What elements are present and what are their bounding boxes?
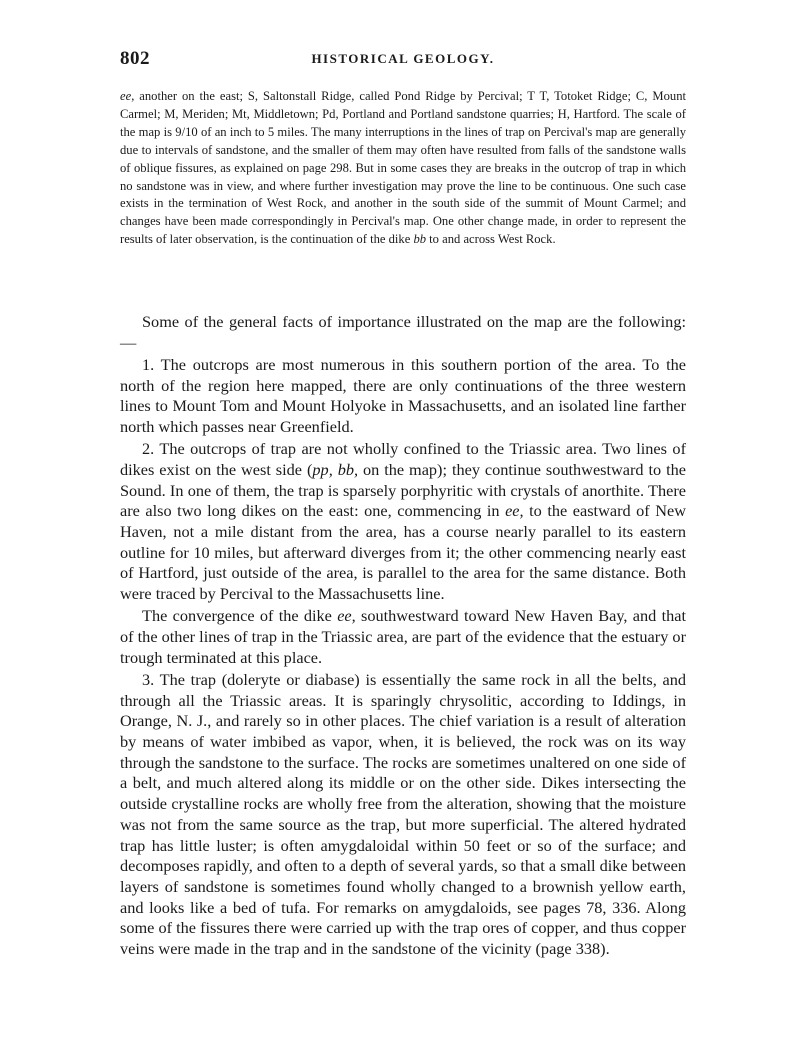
body-paragraph-point-2 [120,439,686,605]
text-run: 2. The outcrops of trap are not wholly confined to the Triassic area. Two lines of dikes exist on the west side ( [120,439,686,479]
text-run: 1. The outcrops are most numerous in this southern portion of the area. To the north of the region here mapped, there are only continuations of the three western lines to Mount Tom and Mount Holyoke in Massachusetts, and an isolated line farther north which passes near Greenfield. [120,354,686,437]
page-number: 802 [120,48,150,69]
body-paragraph-point-1 [120,355,686,438]
text-run: to and across West Rock. [426,232,556,247]
italic-run: ee, [505,501,524,521]
italic-run: pp, bb, [312,459,359,479]
text-run: to the eastward of New Haven, not a mile distant from the area, has a course nearly parallel to its eastern outline for 10 miles, but afterward diverges from it; the other commencing nearly east of Hartford, just outside of the area, is parallel to the area for the same distance. Both were traced by Percival to the Massachusetts line. [120,501,687,604]
text-run: 9/10 [175,124,198,139]
text-run: , another on the east; S, Saltonstall Ridge, called Pond Ridge by Percival; T T, Totoket Ridge; C, Mount Carmel; M, Meriden; Mt, Middletown; Pd, Portland and Portland sandstone quarries; H, Hartford. The scale of the map is [120,89,686,139]
text-run: The convergence of the dike [142,606,338,626]
text-run: on the map); they continue southwestward to the Sound. In one of them, the trap is sparsely porphyritic with crystals of anorthite. There are also two long dikes on the east: one, commencing in [120,459,687,521]
text-run: 3. The trap (doleryte or diabase) is essentially the same rock in all the belts, and through all the Triassic areas. It is sparingly chrysolitic, according to Iddings, in Orange, N. J., and rarely so in other places. The chief variation is a result of alteration by means of water imbibed as vapor, when, it is believed, the rock was on its way through the sandstone to the surface. The rocks are sometimes unaltered on one side of a belt, and much altered along its middle or on the other side. Dikes intersecting the outside crystalline rocks are wholly free from the alteration, showing that the moisture was not from the same source as the trap, but more superficial. The altered hydrated trap has little luster; is often amygdaloidal within 50 feet or so of the surface; and decomposes rapidly, and often to a depth of several yards, so that a small dike between layers of sandstone is sometimes found wholly changed to a brownish yellow earth, and looks like a bed of tufa. For remarks on amygdaloids, see pages 78, 336. Along some of the fissures there were carried up with the trap ores of copper, and thus copper veins were made in the trap and in the sandstone of the vicinity (page 338). [120,669,686,959]
running-title: HISTORICAL GEOLOGY. [311,51,495,66]
page-header [120,48,686,72]
italic-run: bb [413,232,427,247]
text-run: of an inch to 5 miles. The many interruptions in the lines of trap on Percival's map are generally due to intervals of sandstone, and the smaller of them may often have resulted from falls of the sandstone walls of oblique fissures, as explained on page 298. But in some cases they are breaks in the outcrop of trap in which no sandstone was in view, and where further investigation may prove the line to be continuous. One such case exists in the termination of West Rock, and another in the south side of the summit of Mount Carmel; and changes have been made correspondingly in Percival's map. One other change made, in order to represent the results of later observation, is the continuation of the dike [120,124,686,247]
body-paragraph-intro [120,312,686,353]
body-paragraph-convergence [120,606,686,668]
caption-paragraph [120,88,686,249]
italic-run: ee [120,89,132,103]
text-run: southwestward toward New Haven Bay, and that of the other lines of trap in the Triassic area, are part of the evidence that the estuary or trough terminated at this place. [120,606,686,667]
map-caption [120,88,686,249]
body-paragraph-point-3 [120,670,686,960]
text-run: Some of the general facts of importance illustrated on the map are the following: — [120,312,686,352]
body-text [120,312,686,960]
italic-run: ee, [337,606,356,626]
